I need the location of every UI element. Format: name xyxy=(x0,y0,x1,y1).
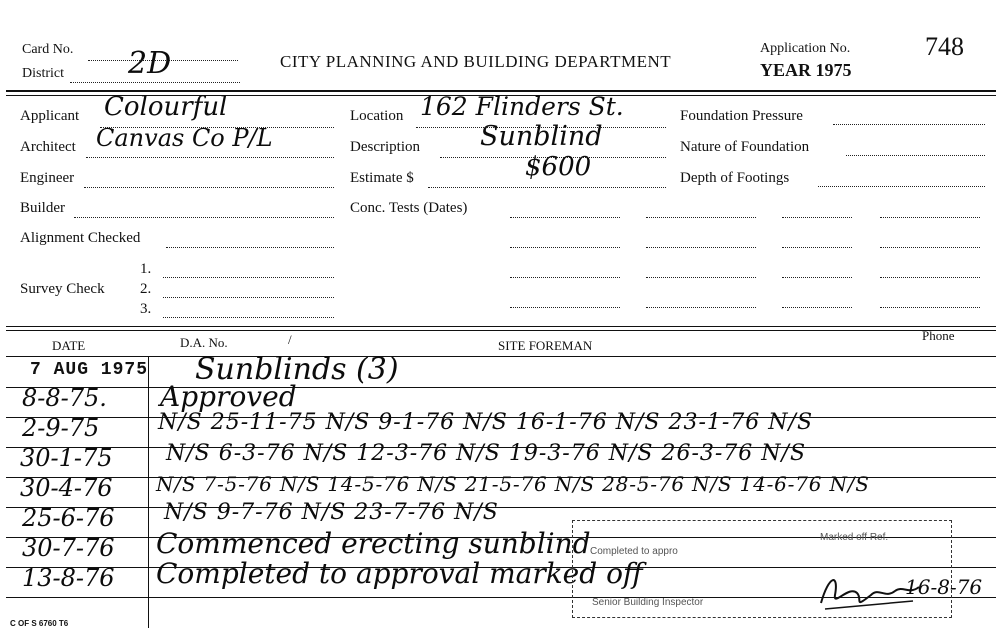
depth-footings-line xyxy=(818,186,985,187)
conc-line-a4 xyxy=(510,307,620,308)
estimate-line xyxy=(428,187,666,188)
nature-foundation-label: Nature of Foundation xyxy=(680,139,810,155)
signature-date: 16-8-76 xyxy=(905,575,983,599)
card-no-value: 2D xyxy=(128,46,172,81)
table-row-7-entry: Commenced erecting sunblind xyxy=(156,527,591,560)
year-label: YEAR 1975 xyxy=(760,60,852,80)
conc-line-b1 xyxy=(646,217,756,218)
application-number: 748 xyxy=(925,32,964,61)
conc-line-d3 xyxy=(880,277,980,278)
table-row-3-entry: N/S 25-11-75 N/S 9-1-76 N/S 16-1-76 N/S 23-1-76 N/S xyxy=(158,410,814,435)
stamp-line-3: Senior Building Inspector xyxy=(592,597,704,608)
district-line xyxy=(70,82,240,83)
table-row-8-date: 13-8-76 xyxy=(22,564,115,592)
architect-label: Architect xyxy=(20,139,76,155)
conc-line-a2 xyxy=(510,247,620,248)
alignment-line xyxy=(166,247,334,248)
table-row-3-date: 2-9-75 xyxy=(22,414,100,442)
form-code: C OF S 6760 T6 xyxy=(10,619,69,628)
foundation-pressure-line xyxy=(833,124,985,125)
conc-tests-label: Conc. Tests (Dates) xyxy=(350,200,468,216)
depth-footings-label: Depth of Footings xyxy=(680,170,790,186)
survey-label: Survey Check xyxy=(20,281,105,297)
district-label: District xyxy=(22,66,64,81)
table-header-rule xyxy=(6,356,996,357)
table-row-4-entry: N/S 6-3-76 N/S 12-3-76 N/S 19-3-76 N/S 26-3-76 N/S xyxy=(166,441,807,466)
conc-line-c3 xyxy=(782,277,852,278)
conc-line-c4 xyxy=(782,307,852,308)
da-header: D.A. No. xyxy=(180,335,228,350)
survey-line-2 xyxy=(163,297,334,298)
conc-line-d1 xyxy=(880,217,980,218)
conc-line-d4 xyxy=(880,307,980,308)
conc-line-b3 xyxy=(646,277,756,278)
description-label: Description xyxy=(350,139,420,155)
conc-line-c2 xyxy=(782,247,852,248)
table-rule-top2 xyxy=(6,330,996,331)
conc-line-c1 xyxy=(782,217,852,218)
phone-header: Phone xyxy=(922,328,955,343)
description-value: Sunblind xyxy=(480,121,603,152)
foundation-pressure-label: Foundation Pressure xyxy=(680,108,803,124)
row-line-1 xyxy=(6,387,996,388)
table-row-2-entry: Approved xyxy=(160,380,297,413)
conc-line-a1 xyxy=(510,217,620,218)
estimate-value: $600 xyxy=(525,152,592,182)
survey-num-2: 2. xyxy=(140,281,152,297)
applicant-value: Colourful xyxy=(104,92,228,122)
date-column-divider xyxy=(148,356,149,628)
survey-line-3 xyxy=(163,317,334,318)
application-label: Application No. xyxy=(760,41,851,56)
foreman-header: SITE FOREMAN xyxy=(498,338,593,353)
location-label: Location xyxy=(350,108,404,124)
estimate-label: Estimate $ xyxy=(350,170,414,186)
alignment-label: Alignment Checked xyxy=(20,230,141,246)
architect-value: Canvas Co P/L xyxy=(96,124,273,152)
table-row-2-date: 8-8-75. xyxy=(22,384,107,412)
stamp-line-2: Marked off Ref. xyxy=(820,532,889,543)
conc-line-b2 xyxy=(646,247,756,248)
stamp-line-1: Completed to appro xyxy=(590,546,678,557)
applicant-label: Applicant xyxy=(20,108,80,124)
builder-label: Builder xyxy=(20,200,65,216)
conc-line-b4 xyxy=(646,307,756,308)
engineer-line xyxy=(84,187,334,188)
survey-line-1 xyxy=(163,277,334,278)
table-row-6-date: 25-6-76 xyxy=(22,504,115,532)
row-line-5 xyxy=(6,507,996,508)
table-row-5-entry: N/S 7-5-76 N/S 14-5-76 N/S 21-5-76 N/S 28-5-76 N/S 14-6-76 N/S xyxy=(156,472,870,496)
table-row-5-date: 30-4-76 xyxy=(20,474,113,502)
survey-num-1: 1. xyxy=(140,261,152,277)
department-title: CITY PLANNING AND BUILDING DEPARTMENT xyxy=(280,52,672,71)
architect-line xyxy=(86,157,334,158)
location-value: 162 Flinders St. xyxy=(420,92,624,121)
table-row-8-entry: Completed to approval marked off xyxy=(156,557,643,590)
table-row-1-date: 7 AUG 1975 xyxy=(30,360,149,380)
conc-line-a3 xyxy=(510,277,620,278)
builder-line xyxy=(74,217,334,218)
survey-num-3: 3. xyxy=(140,301,152,317)
table-row-1-entry: Sunblinds (3) xyxy=(195,352,399,387)
table-row-4-date: 30-1-75 xyxy=(20,444,113,472)
card-no-label: Card No. xyxy=(22,42,74,57)
table-row-7-date: 30-7-76 xyxy=(22,534,115,562)
engineer-label: Engineer xyxy=(20,170,75,186)
conc-line-d2 xyxy=(880,247,980,248)
table-rule-top xyxy=(6,326,996,327)
header-tick: / xyxy=(288,332,292,347)
table-row-6-entry: N/S 9-7-76 N/S 23-7-76 N/S xyxy=(164,500,499,525)
nature-foundation-line xyxy=(846,155,985,156)
date-header: DATE xyxy=(52,338,86,353)
